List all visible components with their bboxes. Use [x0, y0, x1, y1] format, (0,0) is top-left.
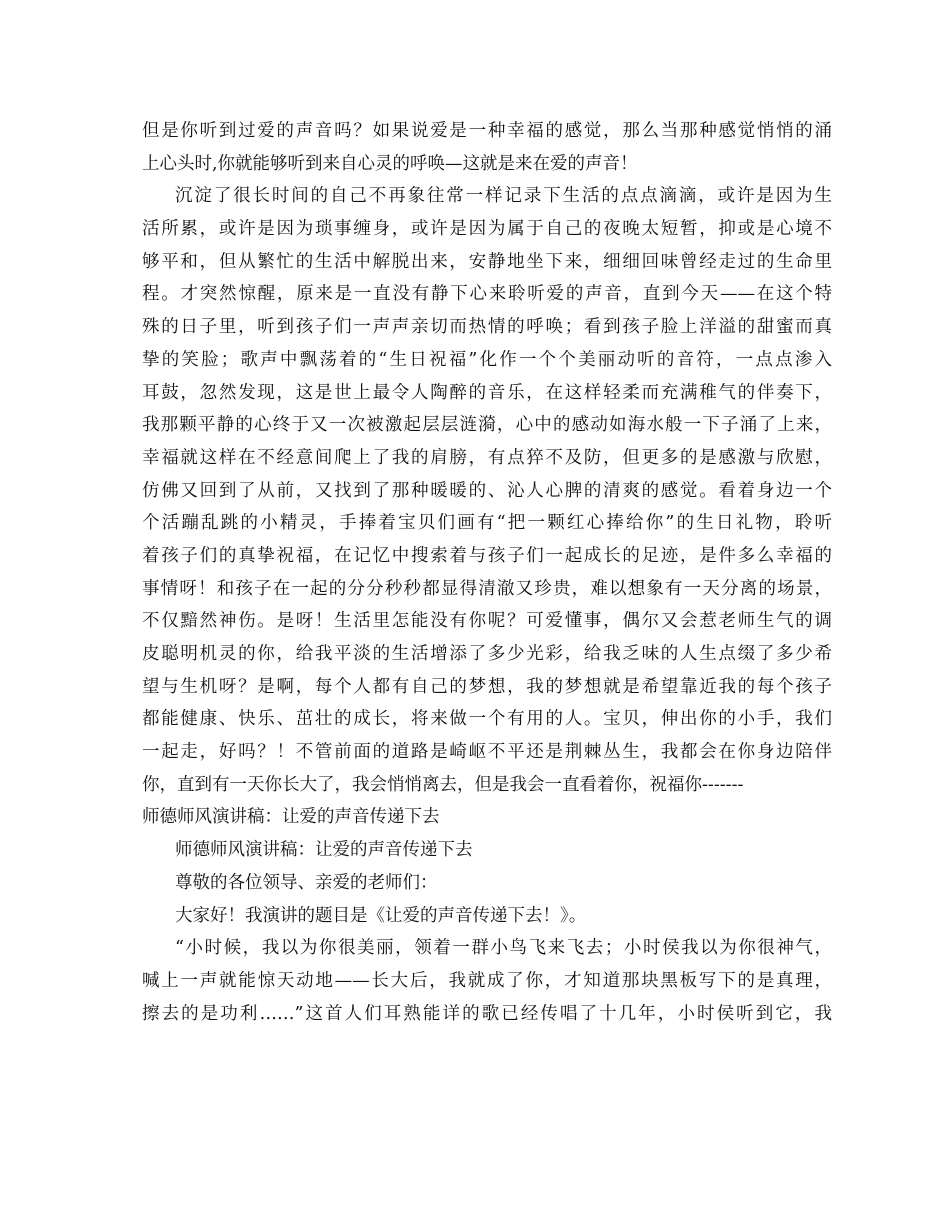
text-line: 挚的笑脸；歌声中飘荡着的“生日祝福”化作一个个美丽动听的音符，一点点渗入	[142, 349, 832, 370]
text-line: 师德师风演讲稿：让爱的声音传递下去	[175, 840, 473, 861]
text-line: 活所累，或许是因为琐事缠身，或许是因为属于自己的夜晚太短暂，抑或是心境不	[142, 219, 832, 240]
text-line: 大家好！我演讲的题目是《让爱的声音传递下去！》。	[175, 905, 587, 926]
text-line: 不仅黯然神伤。是呀！生活里怎能没有你呢？可爱懂事，偶尔又会惹老师生气的调	[142, 611, 832, 632]
text-line: 但是你听到过爱的声音吗？如果说爱是一种幸福的感觉，那么当那种感觉悄悄的涌	[142, 121, 832, 141]
text-line: 够平和，但从繁忙的生活中解脱出来，安静地坐下来，细细回味曾经走过的生命里	[142, 251, 832, 272]
text-line: 师德师风演讲稿：让爱的声音传递下去	[142, 807, 440, 828]
text-line: 擦去的是功利……”这首人们耳熟能详的歌已经传唱了十几年，小时侯听到它，我	[142, 1003, 832, 1024]
text-line: 上心头时,你就能够听到来自心灵的呼唤—这就是来在爱的声音！	[142, 153, 638, 174]
text-line: 程。才突然惊醒，原来是一直没有静下心来聆听爱的声音，直到今天——在这个特	[142, 284, 832, 305]
text-line: 殊的日子里，听到孩子们一声声亲切而热情的呼唤；看到孩子脸上洋溢的甜蜜而真	[142, 317, 832, 338]
text-line: 我那颗平静的心终于又一次被激起层层涟漪，心中的感动如海水般一下子涌了上来，	[142, 415, 832, 436]
text-line: 着孩子们的真挚祝福，在记忆中搜索着与孩子们一起成长的足迹，是件多么幸福的	[142, 545, 832, 566]
text-line: 尊敬的各位领导、亲爱的老师们：	[175, 872, 438, 893]
text-line: 都能健康、快乐、茁壮的成长，将来做一个有用的人。宝贝，伸出你的小手，我们	[142, 709, 832, 730]
text-line: 一起走，好吗？！不管前面的道路是崎岖不平还是荆棘丛生，我都会在你身边陪伴	[142, 742, 832, 763]
text-line: 事情呀！和孩子在一起的分分秒秒都显得清澈又珍贵，难以想象有一天分离的场景，	[142, 578, 832, 599]
text-line: 沉淀了很长时间的自己不再象往常一样记录下生活的点点滴滴，或许是因为生	[175, 186, 832, 207]
text-line: 幸福就这样在不经意间爬上了我的肩膀，有点猝不及防，但更多的是感激与欣慰，	[142, 447, 832, 468]
document-body	[142, 115, 832, 1030]
text-line: “小时候，我以为你很美丽，领着一群小鸟飞来飞去；小时侯我以为你很神气，	[175, 938, 832, 959]
text-line: 望与生机呀？是啊，每个人都有自己的梦想，我的梦想就是希望靠近我的每个孩子	[142, 676, 832, 697]
text-line: 耳鼓，忽然发现，这是世上最令人陶醉的音乐，在这样轻柔而充满稚气的伴奏下，	[142, 382, 832, 403]
text-line: 皮聪明机灵的你，给我平淡的生活增添了多少光彩，给我乏味的人生点缀了多少希	[142, 644, 832, 664]
text-line: 喊上一声就能惊天动地——长大后，我就成了你，才知道那块黑板写下的是真理，	[142, 970, 832, 991]
text-line: 仿佛又回到了从前，又找到了那种暖暖的、沁人心脾的清爽的感觉。看着身边一个	[142, 480, 832, 501]
text-line: 个活蹦乱跳的小精灵，手捧着宝贝们画有“把一颗红心捧给你”的生日礼物，聆听	[142, 513, 832, 534]
text-line: 你，直到有一天你长大了，我会悄悄离去，但是我会一直看着你，祝福你-------	[142, 774, 744, 795]
